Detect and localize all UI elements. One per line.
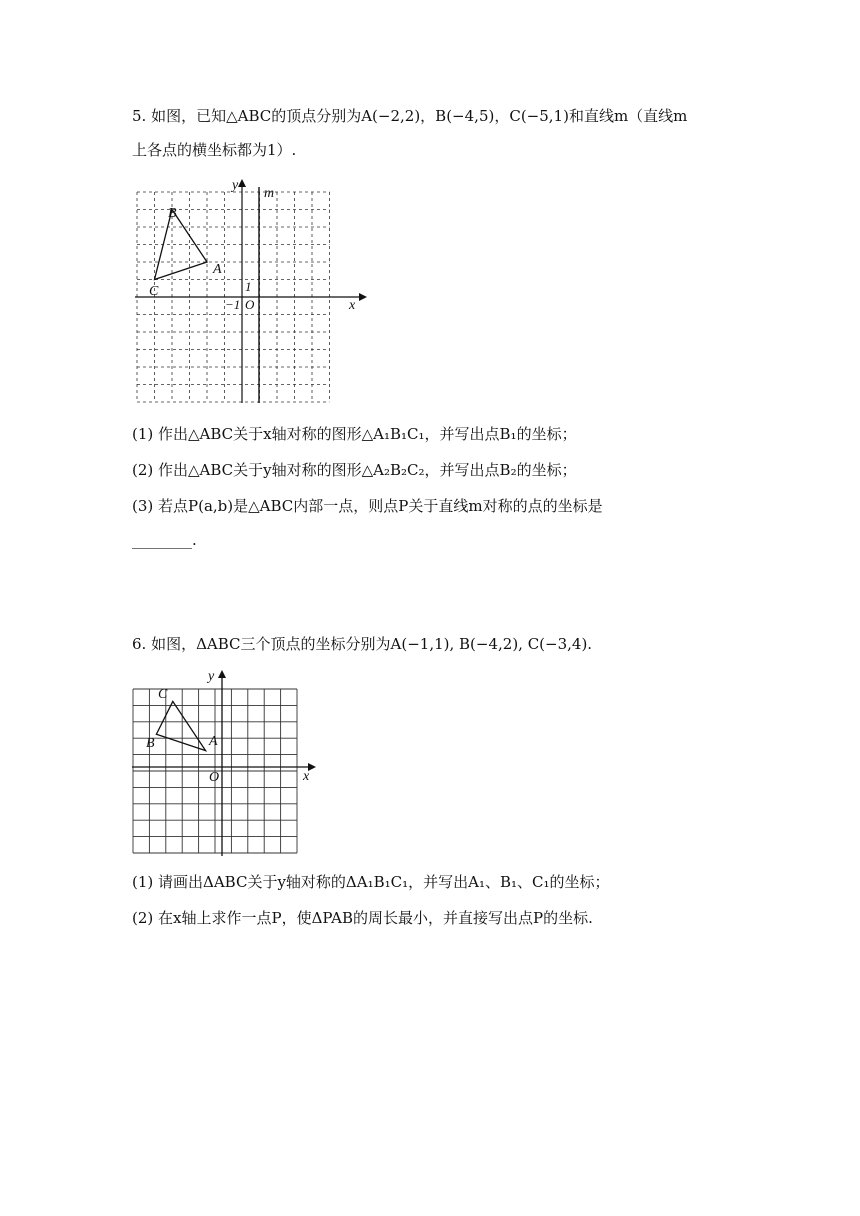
problem6-label-a: A xyxy=(209,734,218,749)
problem6-label-y: y xyxy=(208,669,215,684)
problem5-label-one: 1 xyxy=(245,279,252,294)
problem5-x-axis-arrow xyxy=(359,293,367,301)
problem6-question-2: (2) 在x轴上求作一点P，使ΔPAB的周长最小，并直接写出点P的坐标. xyxy=(132,909,593,927)
problem6-y-axis-arrow xyxy=(218,670,226,678)
problem6-label-b: B xyxy=(146,736,155,751)
problem5-answer-blank: ________. xyxy=(132,531,197,549)
problem5-label-b: B xyxy=(168,206,177,221)
problem5-statement-line2: 上各点的横坐标都为1）. xyxy=(132,141,297,159)
problem6-label-x: x xyxy=(303,769,310,784)
problem5-label-y: y xyxy=(232,178,239,193)
problem6-label-c: C xyxy=(158,687,168,702)
problem5-question-1: (1) 作出△ABC关于x轴对称的图形△A₁B₁C₁，并写出点B₁的坐标； xyxy=(132,425,577,443)
problem5-label-neg-one: −1 xyxy=(225,297,241,312)
problem5-y-axis-arrow xyxy=(238,179,246,187)
problem5-coordinate-figure xyxy=(135,175,370,410)
problem5-statement-line1: 5. 如图，已知△ABC的顶点分别为A(−2,2)，B(−4,5)，C(−5,1)和直线m（直线m xyxy=(132,107,688,125)
problem5-label-x: x xyxy=(349,298,356,313)
problem6-statement: 6. 如图，ΔABC三个顶点的坐标分别为A(−1,1), B(−4,2), C(−3,4). xyxy=(132,635,593,653)
problem5-label-m: m xyxy=(264,186,275,201)
problem5-label-a: A xyxy=(213,262,222,277)
problem5-label-c: C xyxy=(149,284,159,299)
problem6-question-1: (1) 请画出ΔABC关于y轴对称的ΔA₁B₁C₁，并写出A₁、B₁、C₁的坐标； xyxy=(132,873,610,891)
problem6-coordinate-figure xyxy=(128,666,328,860)
problem5-question-3: (3) 若点P(a,b)是△ABC内部一点，则点P关于直线m对称的点的坐标是 xyxy=(132,497,603,515)
problem5-question-2: (2) 作出△ABC关于y轴对称的图形△A₂B₂C₂，并写出点B₂的坐标； xyxy=(132,461,577,479)
problem6-label-origin: O xyxy=(209,770,220,785)
problem5-label-origin: O xyxy=(245,297,255,312)
